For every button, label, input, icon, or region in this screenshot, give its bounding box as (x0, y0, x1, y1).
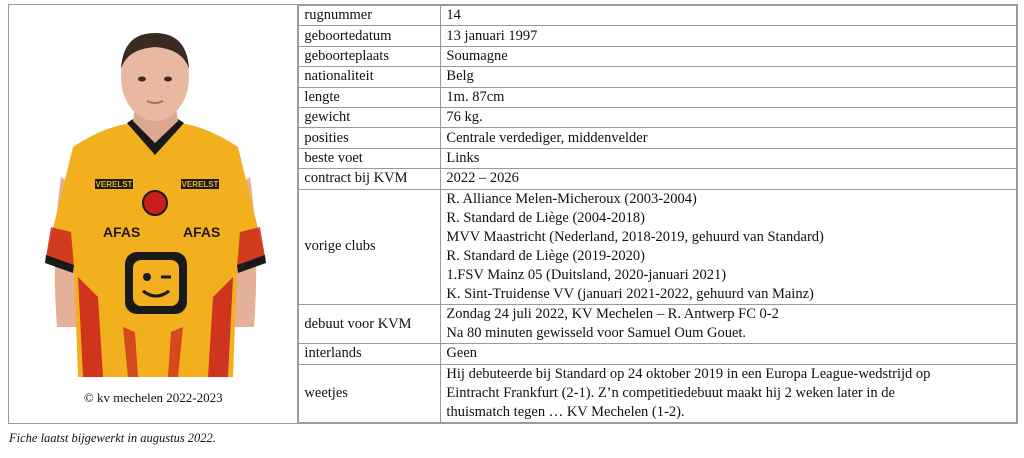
info-value-line: R. Alliance Melen-Micheroux (2003-2004) (446, 190, 697, 207)
info-row (299, 107, 1017, 127)
info-value (441, 344, 1017, 364)
info-row (299, 169, 1017, 189)
info-value-line: Links (446, 149, 480, 166)
info-value-line: Centrale verdediger, middenvelder (446, 129, 648, 146)
info-label: interlands (299, 344, 441, 364)
shirt (46, 123, 265, 377)
info-value (441, 87, 1017, 107)
player-photo (43, 27, 268, 377)
info-value-line: 2022 – 2026 (446, 170, 519, 187)
info-row (299, 26, 1017, 46)
info-label: rugnummer (299, 6, 441, 26)
info-value (441, 148, 1017, 168)
info-value-line: thuismatch tegen … KV Mechelen (1-2). (446, 403, 685, 420)
info-value-line: 1.FSV Mainz 05 (Duitsland, 2020-januari 2021) (446, 266, 727, 283)
info-value (441, 128, 1017, 148)
info-value-line: Na 80 minuten gewisseld voor Samuel Oum Gouet. (446, 325, 747, 342)
info-label: debuut voor KVM (299, 305, 441, 344)
club-crest-icon (143, 191, 167, 215)
info-label: contract bij KVM (299, 169, 441, 189)
player-fiche (8, 4, 1018, 424)
info-value (441, 6, 1017, 26)
info-label: nationaliteit (299, 67, 441, 87)
update-footnote: Fiche laatst bijgewerkt in augustus 2022. (9, 431, 216, 445)
info-label: geboorteplaats (299, 46, 441, 66)
info-label: gewicht (299, 107, 441, 127)
info-value-line: 1m. 87cm (446, 88, 505, 105)
info-label: posities (299, 128, 441, 148)
info-value-line: Hij debuteerde bij Standard op 24 oktober 2019 in een Europa League-wedstrijd op (446, 365, 931, 382)
info-row (299, 189, 1017, 305)
info-row (299, 87, 1017, 107)
info-value (441, 189, 1017, 305)
info-value-line: Belg (446, 68, 474, 85)
info-label: geboortedatum (299, 26, 441, 46)
info-value (441, 364, 1017, 422)
player-info-table (298, 5, 1017, 423)
info-value-line: Eintracht Frankfurt (2-1). Z’n competitiedebuut maakt hij 2 weken later in de (446, 384, 895, 401)
info-value-line: R. Standard de Liège (2004-2018) (446, 209, 645, 226)
info-row (299, 67, 1017, 87)
info-row (299, 148, 1017, 168)
info-value-line: 14 (446, 7, 461, 24)
info-row (299, 6, 1017, 26)
info-value-line: 76 kg. (446, 109, 483, 126)
afas-right: AFAS (183, 224, 221, 240)
info-value (441, 46, 1017, 66)
afas-left: AFAS (103, 224, 141, 240)
info-value-line: Soumagne (446, 47, 508, 64)
info-value (441, 305, 1017, 344)
info-value-line: Zondag 24 juli 2022, KV Mechelen – R. Antwerp FC 0-2 (446, 306, 779, 323)
sponsor-right: VERELST (181, 180, 219, 189)
info-value (441, 107, 1017, 127)
photo-cell (9, 5, 298, 423)
info-value (441, 67, 1017, 87)
info-row (299, 128, 1017, 148)
info-value-line: 13 januari 1997 (446, 27, 538, 44)
info-value-line: K. Sint-Truidense VV (januari 2021-2022, gehuurd van Mainz) (446, 285, 814, 302)
info-value (441, 169, 1017, 189)
info-row (299, 364, 1017, 422)
info-label: beste voet (299, 148, 441, 168)
info-label: weetjes (299, 364, 441, 422)
info-value-line: R. Standard de Liège (2019-2020) (446, 247, 645, 264)
info-row (299, 305, 1017, 344)
photo-copyright: © kv mechelen 2022-2023 (83, 390, 223, 405)
info-value-line: MVV Maastricht (Nederland, 2018-2019, gehuurd van Standard) (446, 228, 824, 245)
info-value (441, 26, 1017, 46)
info-value-line: Geen (446, 345, 478, 362)
info-label: lengte (299, 87, 441, 107)
sponsor-left: VERELST (95, 180, 133, 189)
info-row (299, 344, 1017, 364)
info-row (299, 46, 1017, 66)
info-label: vorige clubs (299, 189, 441, 305)
